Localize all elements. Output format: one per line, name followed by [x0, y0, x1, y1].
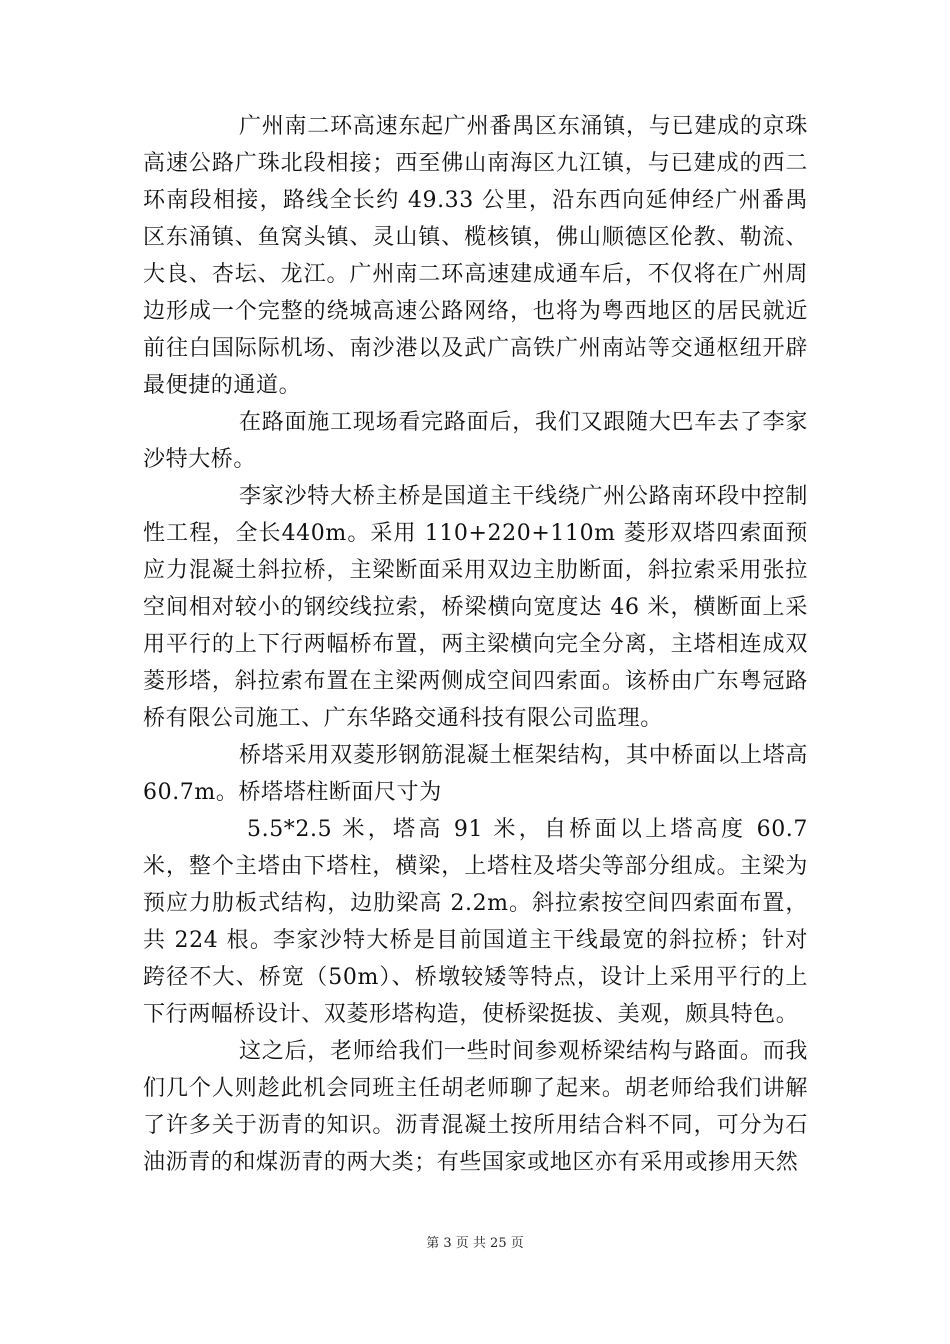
paragraph-south-ring-expressway: 广州南二环高速东起广州番禺区东涌镇，与已建成的京珠高速公路广珠北段相接；西至佛山南海区九江镇，与已建成的西二环南段相接，路线全长约 49.33 公里，沿东西向延伸经广州番禺区东涌镇、鱼窝头镇、灵山镇、榄核镇，佛山顺德区伦教、勒流、大良、杏坛、龙江。广州南二环高速建成通车后，不仅将在广州周边形成一个完整的绕城高速公路网络，也将为粤西地区的居民就近前往白国际际机场、南沙港以及武广高铁广州南站等交通枢纽开辟最便捷的通道。 — [143, 114, 808, 398]
page-number-footer: 第 3 页 共 25 页 — [426, 1236, 524, 1251]
paragraph-tower-structure: 桥塔采用双菱形钢筋混凝土框架结构，其中桥面以上塔高 60.7m。桥塔塔柱断面尺寸为 — [143, 743, 808, 805]
paragraph-tower-dimensions: 5.5*2.5 米，塔高 91 米，自桥面以上塔高度 60.7 米，整个主塔由下塔柱，横梁，上塔柱及塔尖等部分组成。主梁为预应力肋板式结构，边肋梁高 2.2m。斜拉索按空间四索面布置，共 224 根。李家沙特大桥是目前国道主干线最宽的斜拉桥；针对跨径不大、桥宽（50m）、桥墩较矮等特点，设计上采用平行的上下行两幅桥设计、双菱形塔构造，使桥梁挺拔、美观，颇具特色。 — [143, 817, 808, 1027]
paragraph-asphalt-discussion: 这之后，老师给我们一些时间参观桥梁结构与路面。而我们几个人则趁此机会同班主任胡老师聊了起来。胡老师给我们讲解了许多关于沥青的知识。沥青混凝土按所用结合料不同，可分为石油沥青的和煤沥青的两大类；有些国家或地区亦有采用或掺用天然 — [143, 1039, 808, 1175]
paragraph-visit-bridge: 在路面施工现场看完路面后，我们又跟随大巴车去了李家沙特大桥。 — [143, 410, 808, 472]
paragraph-bridge-overview: 李家沙特大桥主桥是国道主干线绕广州公路南环段中控制性工程，全长440m。采用 110+220+110m 菱形双塔四索面预应力混凝土斜拉桥，主梁断面采用双边主肋断面，斜拉索采用张拉空间相对较小的钢绞线拉索，桥梁横向宽度达 46 米，横断面上采用平行的上下行两幅桥布置，两主梁横向完全分离，主塔相连成双菱形塔，斜拉索布置在主梁两侧成空间四索面。该桥由广东粤冠路桥有限公司施工、广东华路交通科技有限公司监理。 — [143, 484, 808, 731]
document-body — [143, 108, 808, 1181]
